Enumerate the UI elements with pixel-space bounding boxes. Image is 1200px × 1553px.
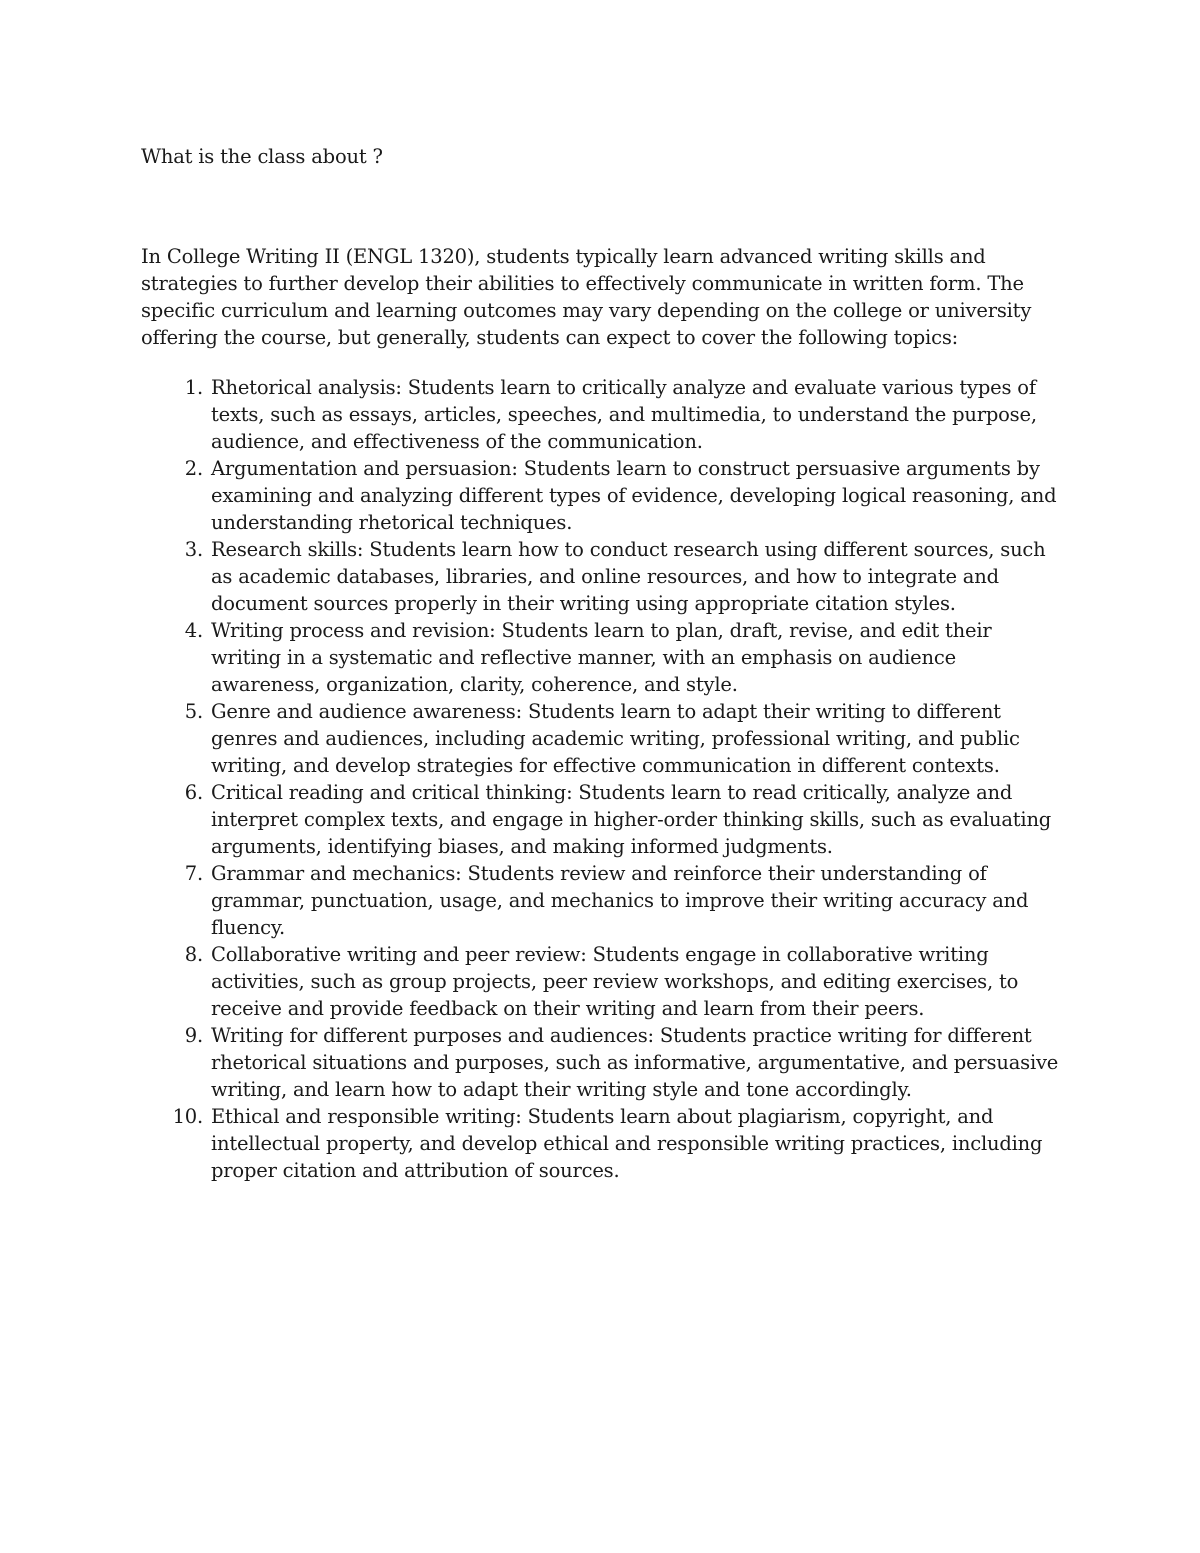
list-item-number: 4. — [184, 619, 203, 642]
list-item-text: Genre and audience awareness: Students learn to adapt their writing to different genres and audiences, including academic writing, professional writing, and public writing, and develop strategies for effective communication in different contexts. — [211, 700, 1020, 777]
list-item-text: Writing process and revision: Students learn to plan, draft, revise, and edit their writing in a systematic and reflective manner, with an emphasis on audience awareness, organization, clarity, coherence, and style. — [211, 619, 992, 696]
list-item-number: 1. — [184, 376, 203, 399]
list-item-number: 7. — [184, 862, 203, 885]
list-item-text: Rhetorical analysis: Students learn to critically analyze and evaluate various types of texts, such as essays, articles, speeches, and multimedia, to understand the purpose, audience, and effectiveness of the communication. — [211, 376, 1037, 453]
list-item-text: Writing for different purposes and audiences: Students practice writing for different rhetorical situations and purposes, such as informative, argumentative, and persuasive writing, and learn how to adapt their writing style and tone accordingly. — [211, 1024, 1059, 1101]
list-item — [141, 698, 1066, 779]
list-item — [141, 617, 1066, 698]
question-heading: What is the class about ? — [141, 145, 383, 168]
list-item-text: Research skills: Students learn how to conduct research using different sources, such as academic databases, libraries, and online resources, and how to integrate and document sources properly in their writing using appropriate citation styles. — [211, 538, 1046, 615]
list-item-number: 8. — [184, 943, 203, 966]
list-item-text: Ethical and responsible writing: Students learn about plagiarism, copyright, and intellectual property, and develop ethical and responsible writing practices, including proper citation and attribution of sources. — [211, 1105, 1043, 1182]
list-item — [141, 941, 1066, 1022]
list-item-number: 9. — [184, 1024, 203, 1047]
list-item-text: Critical reading and critical thinking: Students learn to read critically, analyze and interpret complex texts, and engage in higher-order thinking skills, such as evaluating arguments, identifying biases, and making informed judgments. — [211, 781, 1052, 858]
list-item-number: 5. — [184, 700, 203, 723]
list-item — [141, 455, 1066, 536]
list-item — [141, 374, 1066, 455]
list-item-text: Argumentation and persuasion: Students learn to construct persuasive arguments by examining and analyzing different types of evidence, developing logical reasoning, and understanding rhetorical techniques. — [211, 457, 1057, 534]
intro-paragraph: In College Writing II (ENGL 1320), students typically learn advanced writing skills and strategies to further develop their abilities to effectively communicate in written form. The specific curriculum and learning outcomes may vary depending on the college or university offering the course, but generally, students can expect to cover the following topics: — [141, 245, 1032, 349]
list-item-number: 2. — [184, 457, 203, 480]
topic-list — [141, 374, 1066, 1184]
list-item-number: 6. — [184, 781, 203, 804]
list-item — [141, 1022, 1066, 1103]
list-item-number: 3. — [184, 538, 203, 561]
list-item-text: Collaborative writing and peer review: Students engage in collaborative writing activities, such as group projects, peer review workshops, and editing exercises, to receive and provide feedback on their writing and learn from their peers. — [211, 943, 1019, 1020]
list-item — [141, 779, 1066, 860]
list-item-number: 10. — [172, 1105, 203, 1128]
document-body — [141, 143, 1066, 1184]
list-item — [141, 1103, 1066, 1184]
list-item — [141, 860, 1066, 941]
list-item — [141, 536, 1066, 617]
list-item-text: Grammar and mechanics: Students review and reinforce their understanding of grammar, punctuation, usage, and mechanics to improve their writing accuracy and fluency. — [211, 862, 1029, 939]
